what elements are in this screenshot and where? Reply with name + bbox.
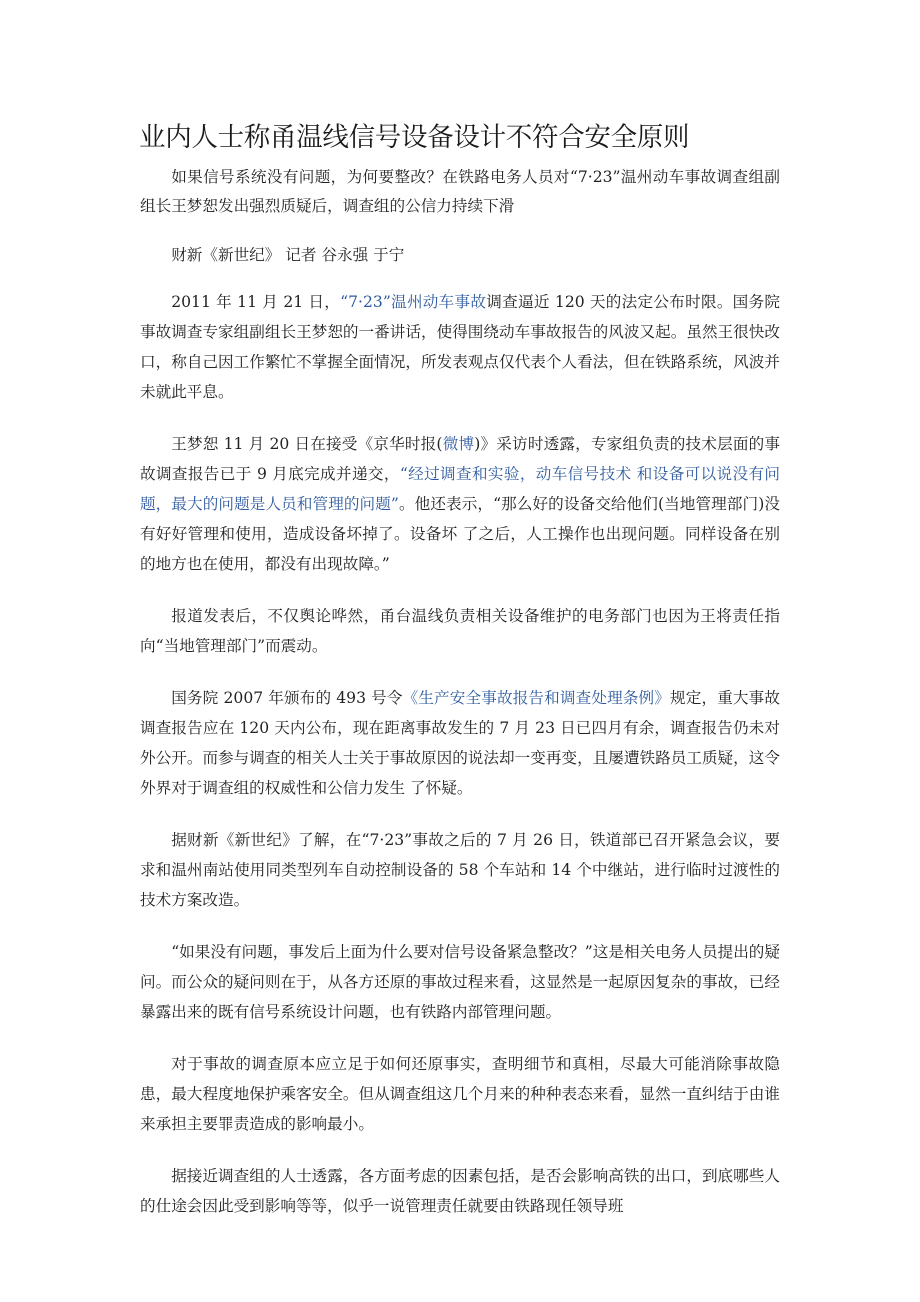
article-lead: 如果信号系统没有问题，为何要整改？在铁路电务人员对“7·23”温州动车事故调查组副组长王梦恕发出强烈质疑后，调查组的公信力持续下滑 [140, 168, 780, 215]
paragraph-3: 报道发表后，不仅舆论哗然，甬台温线负责相关设备维护的电务部门也因为王将责任指向“当地管理部门”而震动。 [140, 607, 780, 655]
paragraph-2 [140, 429, 780, 579]
paragraph-2-text-2: )》采访时透露，专家组负责的技术层面的事故调查报告已于 9 月底完成并递交， [140, 435, 780, 483]
link-quote[interactable]: “经过调查和实验，动车信号技术 和设备可以说没有问题，最大的问题是人员和管理的问题” [140, 465, 780, 513]
paragraph-1-text-2: 调查逼近 120 天的法定公布时限。国务院事故调查专家组副组长王梦恕的一番讲话，使得围绕动车事故报告的风波又起。虽然王很快改口，称自己因工作繁忙不掌握全面情况，所发表观点仅代表个人看法，但在铁路系统，风波并未就此平息。 [140, 293, 780, 401]
paragraph-6: “如果没有问题，事发后上面为什么要对信号设备紧急整改？”这是相关电务人员提出的疑问。而公众的疑问则在于，从各方还原的事故过程来看，这显然是一起原因复杂的事故，已经暴露出来的既有信号系统设计问题，也有铁路内部管理问题。 [140, 943, 780, 1021]
link-regulation[interactable]: 《生产安全事故报告和调查处理条例》 [402, 689, 671, 707]
paragraph-7: 对于事故的调查原本应立足于如何还原事实，查明细节和真相，尽最大可能消除事故隐患，最大程度地保护乘客安全。但从调查组这几个月来的种种表态来看，显然一直纠结于由谁来承担主要罪责造成的影响最小。 [140, 1055, 780, 1133]
article-title: 业内人士称甬温线信号设备设计不符合安全原则 [139, 122, 690, 153]
paragraph-4 [140, 683, 780, 803]
paragraph-8: 据接近调查组的人士透露，各方面考虑的因素包括，是否会影响高铁的出口，到底哪些人的仕途会因此受到影响等等，似乎一说管理责任就要由铁路现任领导班 [140, 1167, 780, 1215]
link-weibo[interactable]: 微博 [442, 435, 475, 453]
article-byline: 财新《新世纪》 记者 谷永强 于宁 [171, 246, 405, 264]
article-body [140, 163, 780, 1243]
paragraph-1-text-1: 2011 年 11 月 21 日， [171, 293, 341, 311]
paragraph-1 [140, 287, 780, 407]
paragraph-5: 据财新《新世纪》了解，在“7·23”事故之后的 7 月 26 日，铁道部已召开紧急会议，要求和温州南站使用同类型列车自动控制设备的 58 个车站和 14 个中继站，进行临时过渡性的技术方案改造。 [140, 831, 780, 909]
paragraph-4-text-1: 国务院 2007 年颁布的 493 号令 [171, 689, 403, 707]
link-wenzhou-accident[interactable]: 温州动车事故 [390, 293, 487, 311]
paragraph-2-text-3: 。他还表示，“那么好的设备交给他们(当地管理部门)没有好好管理和使用，造成设备坏掉了。设备坏 了之后，人工操作也出现问题。同样设备在别的地方也在使用，都没有出现故障。” [140, 495, 780, 573]
paragraph-4-text-2: 规定，重大事故调查报告应在 120 天内公布，现在距离事故发生的 7 月 23 日已四月有余，调查报告仍未对外公开。而参与调查的相关人士关于事故原因的说法却一变再变，且屡遭铁路员工质疑，这令外界对于调查组的权威性和公信力发生 了怀疑。 [140, 689, 780, 797]
link-723[interactable]: “7·23” [340, 293, 391, 311]
paragraph-2-text-1: 王梦恕 11 月 20 日在接受《京华时报( [171, 435, 443, 453]
